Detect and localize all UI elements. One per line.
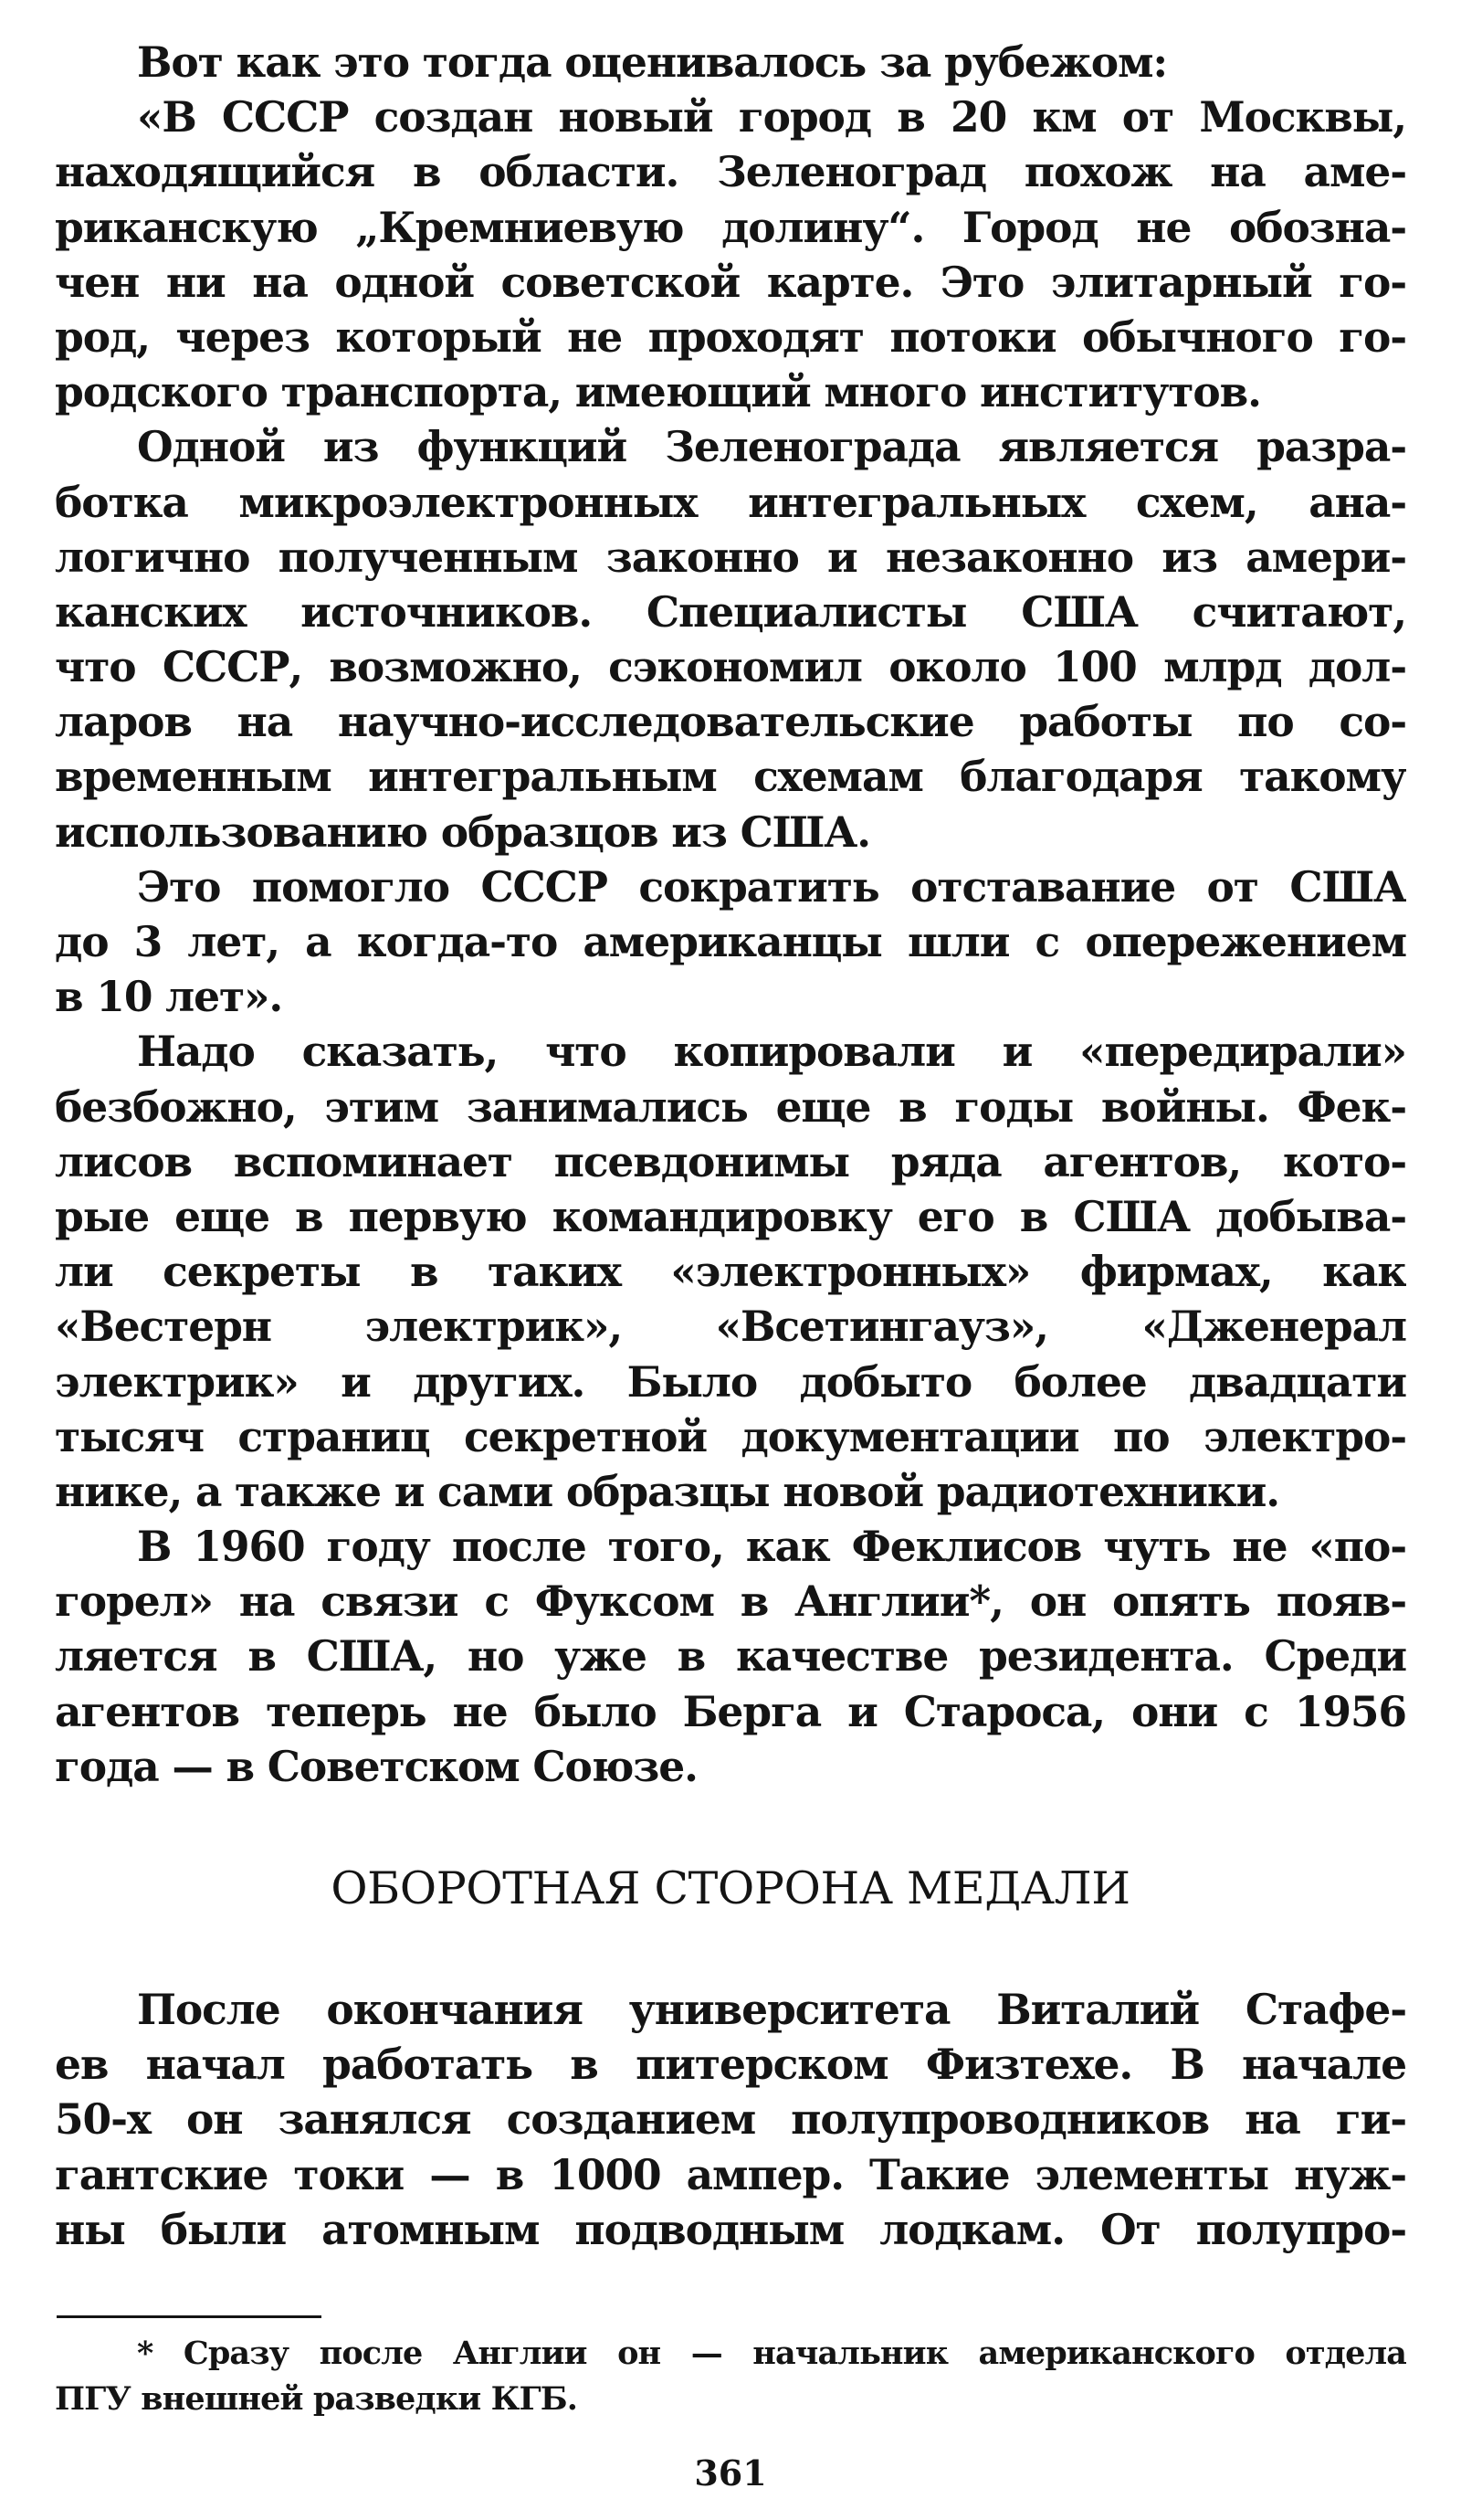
text-line: горел» на связи с Фуксом в Англии*, он опять появ- (55, 1576, 1406, 1627)
text-line: использованию образцов из США. (55, 807, 870, 857)
section-heading: ОБОРОТНАЯ СТОРОНА МЕДАЛИ (331, 1862, 1130, 1914)
main-text (55, 35, 1406, 1794)
paragraph-intro (55, 35, 1406, 90)
text-line: ляется в США, но уже в качестве резидента. Среди (55, 1631, 1406, 1682)
paragraph-copying (55, 1024, 1406, 1519)
text-line: безбожно, этим занимались еще в годы войны. Фек- (55, 1081, 1406, 1132)
text-line: Вот как это тогда оценивалось за рубежом: (137, 37, 1168, 87)
paragraph-quote-zelenograd (55, 90, 1406, 419)
text-line: «Вестерн электрик», «Всетингауз», «Дженерал (55, 1302, 1406, 1352)
text-line: канских источников. Специалисты США считают, (55, 586, 1406, 637)
footnote-divider (57, 2315, 321, 2318)
text-line: тысяч страниц секретной документации по электро- (55, 1411, 1406, 1461)
text-line: чен ни на одной советской карте. Это элитарный го- (55, 257, 1406, 307)
text-line: В 1960 году после того, как Феклисов чуть не «по- (137, 1522, 1406, 1572)
text-line: агентов теперь не было Берга и Староса, они с 1956 (55, 1686, 1406, 1736)
text-line: гантские токи — в 1000 ампер. Такие элементы нуж- (55, 2149, 1406, 2199)
page-number: 361 (694, 2452, 767, 2494)
text-line: до 3 лет, а когда-то американцы шли с опережением (55, 917, 1406, 966)
text-line: Надо сказать, что копировали и «передирали» (137, 1027, 1406, 1077)
text-line: находящийся в области. Зеленоград похож на аме- (55, 147, 1406, 197)
text-line: ботка микроэлектронных интегральных схем, ана- (55, 477, 1406, 527)
paragraph-microelectronics (55, 419, 1406, 859)
section-text (55, 1982, 1406, 2257)
text-line: рые еще в первую командировку его в США добыва- (55, 1191, 1406, 1241)
text-line: ны были атомным подводным лодкам. От полупро- (55, 2204, 1406, 2254)
paragraph-gap (55, 859, 1406, 1025)
text-line: риканскую „Кремниевую долину“. Город не обозна- (55, 202, 1406, 252)
text-line: 50-х он занялся созданием полупроводников на ги- (55, 2094, 1406, 2145)
text-line: электрик» и других. Было добыто более двадцати (55, 1356, 1406, 1407)
footnote (55, 2331, 1406, 2422)
text-line: что СССР, возможно, сэкономил около 100 млрд дол- (55, 642, 1406, 692)
text-line: нике, а также и сами образцы новой радиотехники. (55, 1466, 1279, 1516)
text-line: родского транспорта, имеющий много институтов. (55, 367, 1261, 417)
paragraph-1960 (55, 1519, 1406, 1794)
text-line: года — в Советском Союзе. (55, 1741, 698, 1791)
text-line: род, через который не проходят потоки обычного го- (55, 311, 1406, 362)
text-line: ларов на научно-исследовательские работы по со- (55, 697, 1406, 747)
footnote-line: * Сразу после Англии он — начальник американского отдела (137, 2335, 1406, 2372)
text-line: Это помогло СССР сократить отставание от США (137, 861, 1406, 912)
text-line: логично полученным законно и незаконно из амери- (55, 532, 1406, 582)
text-line: ев начал работать в питерском Физтехе. В начале (55, 2040, 1406, 2090)
text-line: Одной из функций Зеленограда является разра- (137, 422, 1406, 472)
text-line: временным интегральным схемам благодаря такому (55, 752, 1406, 802)
footnote-line: ПГУ внешней разведки КГБ. (55, 2380, 578, 2418)
text-line: лисов вспоминает псевдонимы ряда агентов, кото- (55, 1136, 1406, 1186)
text-line: «В СССР создан новый город в 20 км от Москвы, (137, 92, 1406, 142)
text-line: ли секреты в таких «электронных» фирмах, как (55, 1247, 1406, 1297)
text-line: в 10 лет». (55, 972, 283, 1022)
text-line: После окончания университета Виталий Стафе- (137, 1985, 1406, 2034)
